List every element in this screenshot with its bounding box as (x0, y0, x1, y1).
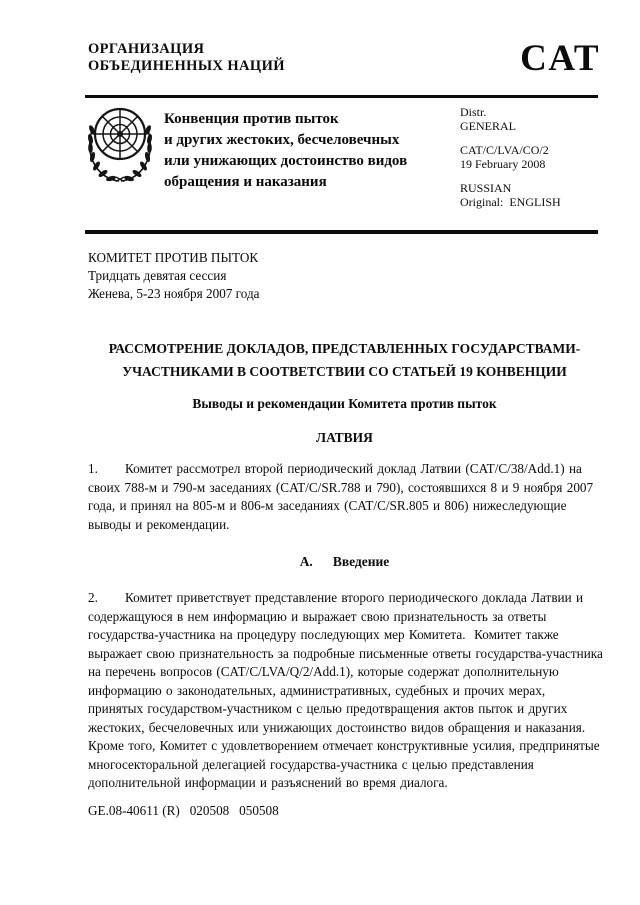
committee-name: КОМИТЕТ ПРОТИВ ПЫТОК (88, 250, 259, 265)
main-title (88, 337, 601, 383)
doc-symbol-cat: CAT (520, 38, 600, 79)
paragraph-2 (88, 589, 608, 793)
symbol-block (460, 144, 561, 171)
org-name (88, 41, 285, 75)
convention-title-line: или унижающих достоинство видов (164, 153, 408, 169)
distribution-meta (460, 106, 561, 220)
convention-title-line: Конвенция против пыток (164, 111, 339, 127)
language-block (460, 182, 561, 209)
main-title-line1: РАССМОТРЕНИЕ ДОКЛАДОВ, ПРЕДСТАВЛЕННЫХ ГОСУДАРСТВАМИ- (108, 341, 581, 356)
un-emblem-icon (86, 106, 154, 184)
doc-language: RUSSIAN (460, 181, 512, 195)
doc-original-language: Original: ENGLISH (460, 194, 561, 209)
doc-number: CAT/C/LVA/CO/2 (460, 143, 549, 157)
paragraph-2-number: 2. (88, 590, 98, 605)
session-venue: Женева, 5-23 ноября 2007 года (88, 286, 260, 301)
paragraph-1-text: Комитет рассмотрел второй периодический доклад Латвии (CAT/C/38/Add.1) на своих 788-м и 790-м заседаниях (CAT/C/SR.788 и 790), состоявшихся 8 и 9 ноября 2007 года, и принял на 805-м и 806-м заседаниях (CAT/C/SR.805 и 806) нижеследующие выводы и рекомендации. (88, 461, 598, 532)
org-name-line2: ОБЪЕДИНЕННЫХ НАЦИЙ (88, 58, 285, 74)
convention-title-line: и других жестоких, бесчеловечных (164, 132, 400, 148)
distr-label: Distr. (460, 105, 487, 119)
masthead-rule (85, 230, 598, 234)
convention-title (164, 109, 407, 193)
paragraph-1 (88, 460, 604, 534)
section-a-number: A. (299, 554, 313, 569)
convention-title-line: обращения и наказания (164, 174, 327, 190)
section-a-title: Введение (332, 554, 390, 569)
doc-date: 19 February 2008 (460, 156, 546, 171)
section-a-heading (88, 554, 601, 570)
distr-block (460, 106, 561, 133)
paragraph-2-text: Комитет приветствует представление второго периодического доклада Латвии и содержащуюся в нем информацию и выражает свою признательность за ответы государства-участника на процедуру последующих мер Комитета. Комитет также выражает свою признательность за подробные письменные ответы государства-участника на перечень вопросов (CAT/C/LVA/Q/2/Add.1), которые содержат дополнительную информацию о законодательных, административных, судебных и прочих мерах, принятых государством-участником с целью предотвращения актов пыток и других жестоких, бесчеловечных или унижающих достоинство видов обращения и наказания. Кроме того, Комитет с удовлетворением отмечает конструктивные усилия, предпринятые многосекторальной делегацией государства-участника с целью представления дополнительной информации и разъяснений во время диалога. (88, 590, 608, 790)
subtitle: Выводы и рекомендации Комитета против пыток (192, 396, 497, 411)
distr-value: GENERAL (460, 118, 516, 133)
country-heading: ЛАТВИЯ (316, 430, 373, 445)
session-number: Тридцать девятая сессия (88, 268, 227, 283)
paragraph-1-number: 1. (88, 461, 98, 476)
session-block (88, 249, 260, 303)
header-rule (85, 95, 598, 98)
footer-reference: GE.08-40611 (R) 020508 050508 (88, 803, 279, 818)
org-name-line1: ОРГАНИЗАЦИЯ (88, 41, 205, 57)
main-title-line2: УЧАСТНИКАМИ В СООТВЕТСТВИИ СО СТАТЬЕЙ 19 КОНВЕНЦИИ (122, 364, 567, 379)
